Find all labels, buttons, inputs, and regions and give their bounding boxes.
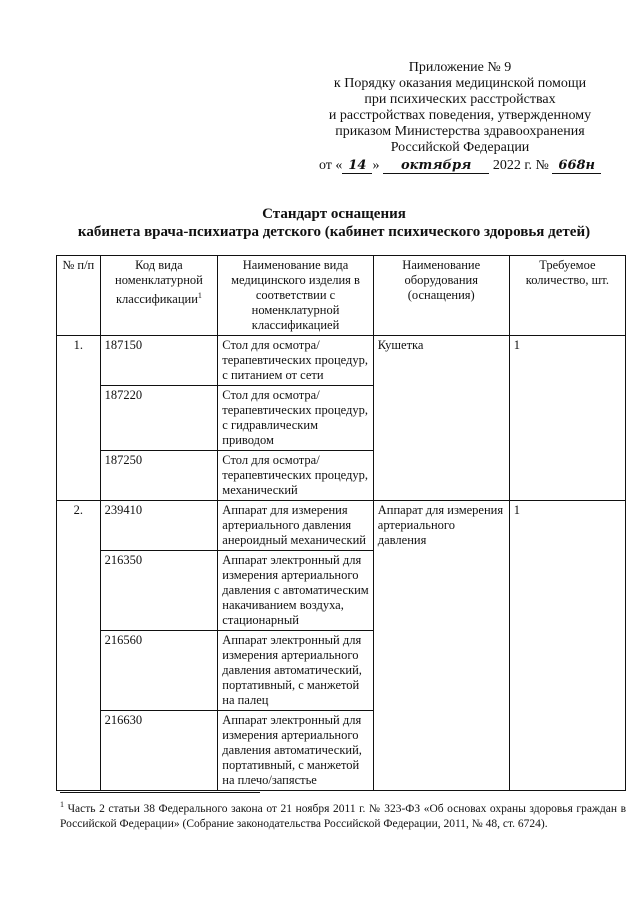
appendix-line: при психических расстройствах — [364, 92, 556, 107]
item-name: Стол для осмотра/терапевтических процедур, с гидравлическим приводом — [218, 386, 373, 451]
item-code: 216560 — [100, 631, 218, 711]
item-name: Стол для осмотра/терапевтических процедур, с питанием от сети — [218, 336, 373, 386]
appendix-line: приказом Министерства здравоохранения — [335, 124, 585, 139]
title-line-2: кабинета врача-психиатра детского (кабинет психического здоровья детей) — [77, 224, 591, 240]
header-equipment: Наименование оборудования (оснащения) — [373, 256, 509, 336]
item-name: Стол для осмотра/терапевтических процедур, механический — [218, 451, 373, 501]
required-qty: 1 — [509, 336, 625, 501]
item-name: Аппарат электронный для измерения артериального давления с автоматическим накачиванием воздуха, стационарный — [218, 551, 373, 631]
equipment-table — [56, 255, 626, 791]
footnote-divider — [60, 792, 260, 793]
equipment-name: Аппарат для измерения артериального давления — [373, 501, 509, 791]
row-num: 2. — [57, 501, 101, 791]
item-code: 187220 — [100, 386, 218, 451]
header-num: № п/п — [57, 256, 101, 336]
appendix-line: Приложение № 9 — [408, 60, 512, 75]
item-code: 216350 — [100, 551, 218, 631]
footnote-ref: 1 — [197, 291, 202, 300]
row-num: 1. — [57, 336, 101, 501]
header-code — [100, 256, 218, 336]
required-qty: 1 — [509, 501, 625, 791]
order-day: 14 — [342, 159, 372, 174]
item-code: 239410 — [100, 501, 218, 551]
table-row — [57, 336, 626, 386]
date-prefix: от « — [318, 158, 343, 173]
standard-title — [40, 205, 628, 241]
order-date-line — [300, 158, 620, 174]
table-header-row — [57, 256, 626, 336]
header-qty: Требуемое количество, шт. — [509, 256, 625, 336]
item-code: 187150 — [100, 336, 218, 386]
footnote — [60, 797, 626, 832]
footnote-text: Часть 2 статьи 38 Федерального закона от 21 ноября 2011 г. № 323-ФЗ «Об основах охраны здоровья граждан в Российской Федерации» (Собрание законодательства Российской Федерации, 2011, № 48, ст. 6724). — [60, 802, 626, 830]
item-name: Аппарат электронный для измерения артериального давления автоматический, портативный, с манжетой на плечо/запястье — [218, 711, 373, 791]
appendix-line: к Порядку оказания медицинской помощи — [333, 76, 587, 91]
appendix-header — [300, 60, 620, 174]
appendix-line: и расстройствах поведения, утвержденному — [328, 108, 592, 123]
header-code-text: Код вида номенклатурной классификации — [115, 258, 203, 307]
header-name: Наименование вида медицинского изделия в соответствии с номенклатурной классификацией — [218, 256, 373, 336]
item-name: Аппарат для измерения артериального давления анероидный механический — [218, 501, 373, 551]
date-mid: » — [372, 158, 380, 173]
item-code: 216630 — [100, 711, 218, 791]
order-month: октября — [383, 159, 489, 174]
item-code: 187250 — [100, 451, 218, 501]
order-number: 668н — [552, 159, 601, 174]
equipment-name: Кушетка — [373, 336, 509, 501]
table-row — [57, 501, 626, 551]
title-line-1: Стандарт оснащения — [262, 206, 406, 222]
footnote-mark: 1 — [60, 800, 64, 809]
appendix-line: Российской Федерации — [390, 140, 530, 155]
order-year: 2022 г. № — [492, 158, 549, 173]
item-name: Аппарат электронный для измерения артериального давления автоматический, портативный, с манжетой на палец — [218, 631, 373, 711]
